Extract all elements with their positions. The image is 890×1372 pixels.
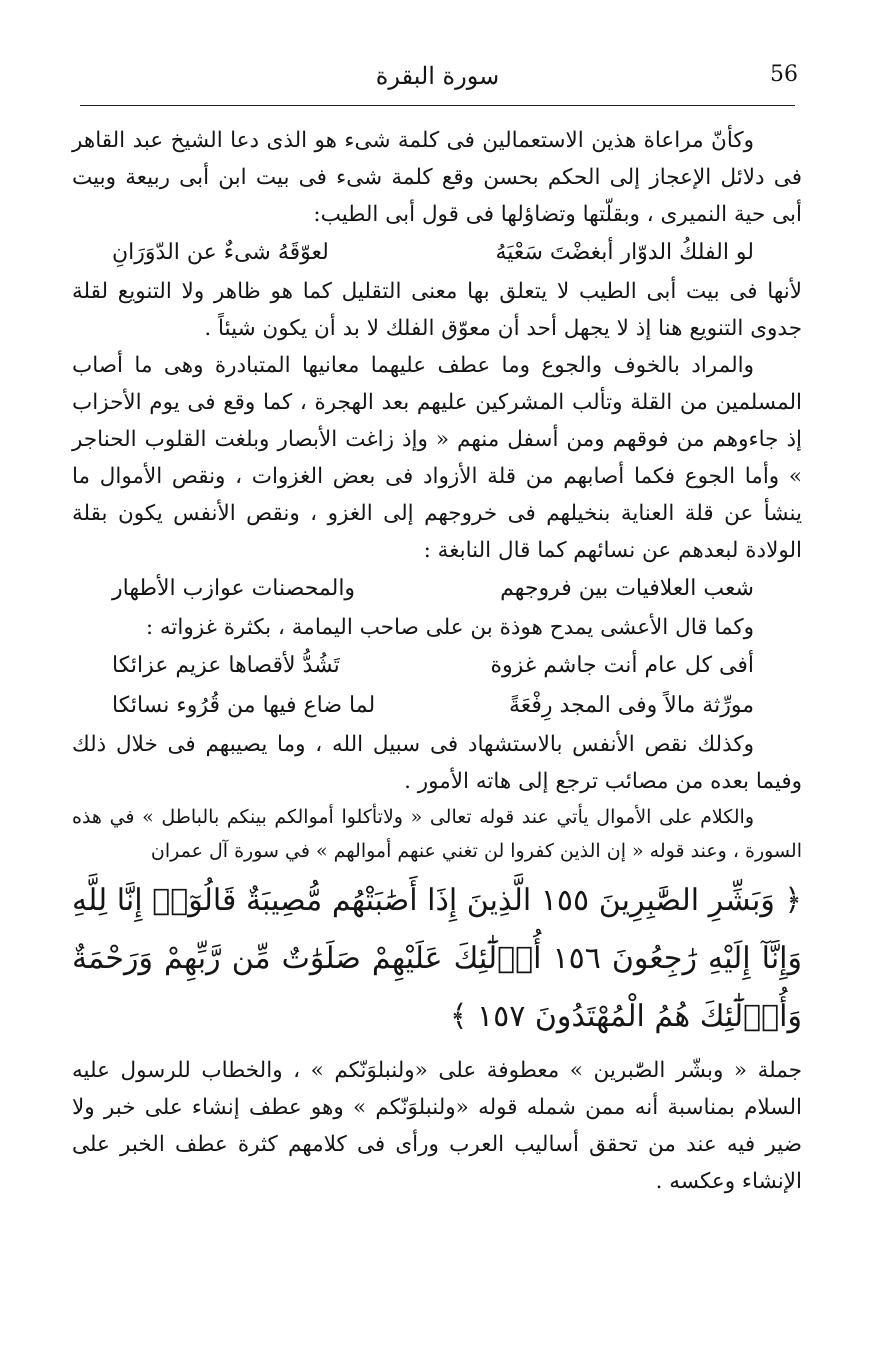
- page-body: [72, 122, 802, 1200]
- header-divider: [80, 105, 795, 106]
- poetry-line-3: [72, 646, 802, 686]
- page-number: 56: [770, 62, 798, 87]
- hemistich-left: تَشُدُّ لأقصاها عزيم عزائكا: [112, 653, 340, 678]
- hemistich-right: شعب العلافيات بين فروجهم: [500, 576, 754, 601]
- poetry-line-1: [72, 233, 802, 273]
- page-header: [80, 62, 798, 102]
- hemistich-left: لما ضاع فيها من قُرُوء نسائكا: [112, 693, 376, 718]
- quran-verses: ﴿ وَبَشِّرِ الصَّٰبِرِينَ ١٥٥ الَّذِينَ إِذَا أَصَٰبَتْهُم مُّصِيبَةٌ قَالُوٓا۟ إِنَّا لِلَّهِ وَإِنَّآ إِلَيْهِ رَٰجِعُونَ ١٥٦ أُو۟لَٰٓئِكَ عَلَيْهِمْ صَلَوَٰتٌ مِّن رَّبِّهِمْ وَرَحْمَةٌ وَأُو۟لَٰٓئِكَ هُمُ الْمُهْتَدُونَ ١٥٧ ﴾: [72, 883, 803, 1034]
- surah-title: سورة البقرة: [375, 62, 500, 90]
- hemistich-left: لعوّقَهُ شىءٌ عن الدّوَرَانِ: [112, 240, 329, 265]
- hemistich-right: لو الفلكُ الدوّار أبغضْتَ سَعْيَهُ: [495, 240, 754, 265]
- poetry-line-2: [72, 569, 802, 609]
- paragraph-7: جملة « وبشّر الصّٰبرين » معطوفة على «ولنبلوَنّكم » ، والخطاب للرسول عليه السلام بمناسبة أنه ممن شمله قوله «ولنبلوَنّكم » وهو عطف إنشاء على خبر ولا ضير فيه عند من تحقق أساليب العرب ورأى فى كلامهم كثرة عطف الخبر على الإنشاء وعكسه .: [72, 1058, 802, 1194]
- poetry-line-4: [72, 686, 802, 726]
- paragraph-2: لأنها فى بيت أبى الطيب لا يتعلق بها معنى التقليل كما هو ظاهر ولا التنويع لقلة جدوى التنويع هنا إذ لا يجهل أحد أن معوّق الفلك لا بد أن يكون شيئاً .: [72, 279, 802, 341]
- hemistich-right: مورِّثة مالاً وفى المجد رِفْعَةً: [508, 693, 754, 718]
- paragraph-5: وكذلك نقص الأنفس بالاستشهاد فى سبيل الله ، وما يصيبهم فى خلال ذلك وفيما بعده من مصائب ترجع إلى هاته الأمور .: [72, 732, 802, 794]
- hemistich-left: والمحصنات عوازب الأطهار: [112, 576, 356, 601]
- paragraph-4: وكما قال الأعشى يمدح هوذة بن على صاحب اليمامة ، بكثرة غزواته :: [145, 615, 754, 640]
- paragraph-1: وكأنّ مراعاة هذين الاستعمالين فى كلمة شىء هو الذى دعا الشيخ عبد القاهر فى دلائل الإعجاز إلى الحكم بحسن وقع كلمة شىء فى بيت ابن أبى ربيعة وبيت أبى حية النميرى ، وبقلّتها وتضاؤلها فى قول أبى الطيب:: [72, 128, 802, 227]
- paragraph-3: والمراد بالخوف والجوع وما عطف عليهما معانيها المتبادرة وهى ما أصاب المسلمين من القلة وتألب المشركين عليهم بعد الهجرة ، كما وقع فى يوم الأحزاب إذ جاءوهم من فوقهم ومن أسفل منهم « وإذ زاغت الأبصار وبلغت القلوب الحناجر » وأما الجوع فكما أصابهم من قلة الأزواد فى بعض الغزوات ، ونقص الأموال ما ينشأ عن قلة العناية بنخيلهم فى خروجهم إلى الغزو ، ونقص الأنفس يكون بقلة الولادة لبعدهم عن نسائهم كما قال النابغة :: [72, 353, 802, 563]
- hemistich-right: أفى كل عام أنت جاشم غزوة: [490, 653, 754, 678]
- paragraph-6: والكلام على الأموال يأتي عند قوله تعالى « ولاتأكلوا أموالكم بينكم بالباطل » في هذه السورة ، وعند قوله « إن الذين كفروا لن تغني عنهم أموالهم » في سورة آل عمران: [72, 806, 802, 862]
